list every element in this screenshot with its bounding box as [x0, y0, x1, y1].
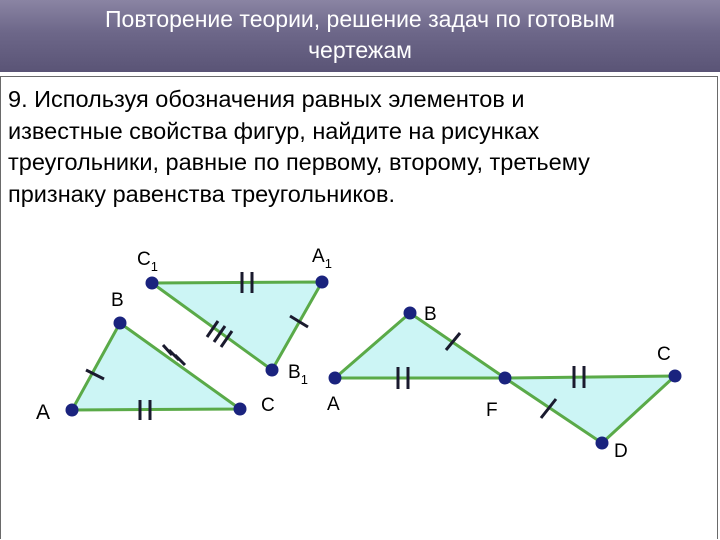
vertex-b-2 [404, 307, 417, 320]
vertex-a1 [316, 276, 329, 289]
vertex-c-2 [669, 370, 682, 383]
vertex-b [114, 317, 127, 330]
triangle-abf [335, 313, 505, 389]
label-c1-subscript: 1 [150, 259, 158, 274]
vertex-c1 [146, 277, 159, 290]
vertex-a [66, 404, 79, 417]
task-line-2: известные свойства фигур, найдите на рисунках [8, 117, 540, 144]
label-c1-letter: C [137, 249, 151, 270]
label-a1-letter: A [312, 246, 325, 267]
triangle-fcd [505, 366, 675, 443]
triangle-fcd-shape [505, 376, 675, 443]
triangle-abf-shape [335, 313, 505, 378]
vertex-b1 [266, 364, 279, 377]
vertex-d [596, 437, 609, 450]
label-b-2: B [424, 304, 437, 325]
triangle-abc-shape [72, 323, 240, 410]
label-c1 [137, 249, 158, 274]
label-a: A [36, 401, 51, 424]
label-f: F [486, 400, 498, 421]
label-d: D [614, 441, 628, 462]
vertex-c [234, 403, 247, 416]
label-b1-subscript: 1 [300, 372, 308, 387]
slide-title-line-1: Повторение теории, решение задач по готовым [105, 6, 615, 32]
label-a1 [312, 246, 332, 271]
slide-title-line-2: чертежам [308, 37, 412, 63]
label-b1 [288, 362, 308, 387]
label-a1-subscript: 1 [324, 256, 332, 271]
task-line-4: признаку равенства треугольников. [8, 180, 395, 207]
vertex-a-2 [329, 372, 342, 385]
label-c: C [261, 395, 275, 416]
task-line-3: треугольники, равные по первому, второму, третьему [8, 149, 590, 175]
label-b1-letter: B [288, 362, 301, 383]
label-c-2: C [657, 344, 671, 365]
label-a-2: A [327, 394, 340, 415]
label-b: B [111, 290, 124, 311]
task-line-1: 9. Используя обозначения равных элементов и [8, 86, 525, 112]
vertex-f [499, 372, 512, 385]
